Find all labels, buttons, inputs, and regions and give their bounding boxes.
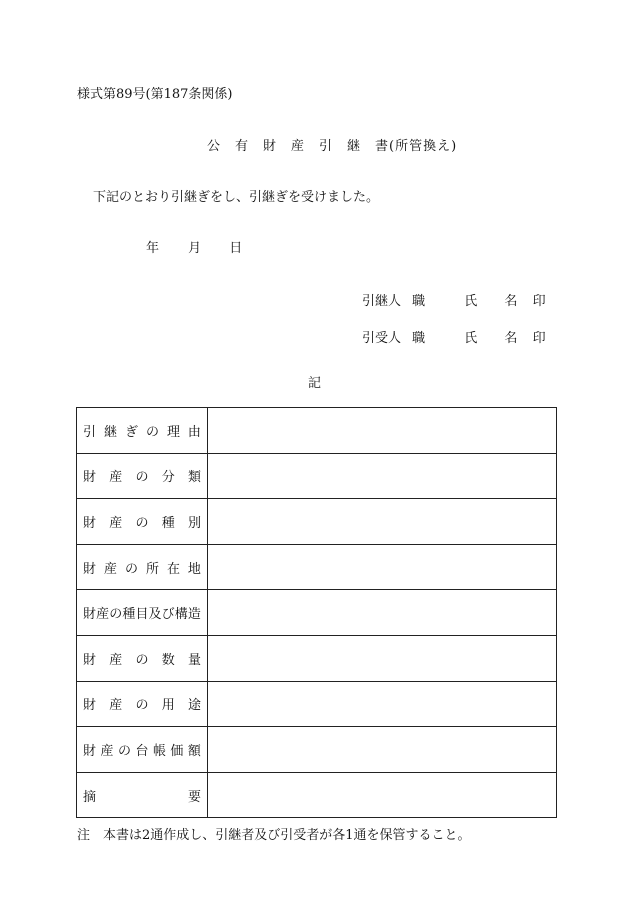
transferor-name-label: 氏 — [464, 294, 478, 309]
form-number: 様式第89号(第187条関係) — [77, 87, 233, 102]
row-label-char: の — [135, 470, 149, 486]
property-table — [76, 407, 557, 818]
row-label-cell — [77, 544, 208, 590]
row-label-cell — [77, 727, 208, 773]
row-label-char: 及 — [148, 607, 162, 623]
table-row — [77, 681, 557, 727]
row-label-char: の — [135, 652, 149, 668]
transferor-seal: 印 — [532, 294, 546, 309]
transferee-name-label2: 名 — [504, 331, 518, 346]
row-label-char: の — [124, 561, 138, 577]
footnote: 注 本書は2通作成し、引継者及び引受者が各1通を保管すること。 — [77, 828, 471, 843]
row-label — [77, 682, 207, 727]
year-label: 年 — [146, 241, 160, 256]
row-label-char: 帳 — [152, 743, 166, 759]
row-label-char: の — [117, 743, 131, 759]
row-label-cell — [77, 681, 208, 727]
row-label-char: の — [109, 607, 123, 623]
row-label-char: 額 — [187, 743, 201, 759]
row-label-char: 用 — [161, 698, 175, 714]
row-label-cell — [77, 635, 208, 681]
row-label — [77, 408, 207, 453]
table-row — [77, 772, 557, 818]
transferee-name-label: 氏 — [464, 331, 478, 346]
row-value-cell[interactable] — [207, 408, 556, 454]
row-label-char: 産 — [100, 743, 114, 759]
transferor-name-label2: 名 — [504, 294, 518, 309]
row-label — [77, 499, 207, 544]
date-line — [146, 237, 242, 256]
row-value-cell[interactable] — [207, 635, 556, 681]
row-label-char: 類 — [187, 470, 201, 486]
table-row — [77, 590, 557, 636]
row-label-char: 財 — [83, 607, 97, 623]
row-label — [77, 590, 207, 635]
row-label-char: の — [135, 515, 149, 531]
row-label-cell — [77, 499, 208, 545]
table-row — [77, 635, 557, 681]
row-label-char: 種 — [122, 607, 136, 623]
row-label — [77, 545, 207, 590]
day-label: 日 — [229, 241, 243, 256]
row-value-cell[interactable] — [207, 727, 556, 773]
row-label-char: 要 — [187, 789, 201, 805]
row-label-char: 継 — [103, 424, 117, 440]
row-label-char: 産 — [109, 470, 123, 486]
row-value-cell[interactable] — [207, 681, 556, 727]
row-label-char: 台 — [135, 743, 149, 759]
row-label-char: の — [145, 424, 159, 440]
row-label-char: 在 — [166, 561, 180, 577]
row-label-char: び — [161, 607, 175, 623]
document-title: 公 有 財 産 引 継 書(所管換え) — [207, 139, 458, 154]
row-label-char: 理 — [166, 424, 180, 440]
row-label-char: の — [135, 698, 149, 714]
row-label-char: 種 — [161, 515, 175, 531]
row-label — [77, 727, 207, 772]
row-label-char: 地 — [187, 561, 201, 577]
row-label-char: 分 — [161, 470, 175, 486]
row-label-char: 摘 — [83, 789, 97, 805]
row-label-char: 造 — [187, 607, 201, 623]
row-label-char: 財 — [83, 515, 97, 531]
row-label-char: 所 — [145, 561, 159, 577]
row-label-char: 目 — [135, 607, 149, 623]
row-label-char: 産 — [109, 652, 123, 668]
row-label-char: 財 — [83, 743, 97, 759]
row-label-char: 途 — [187, 698, 201, 714]
row-value-cell[interactable] — [207, 772, 556, 818]
row-label-char: 産 — [109, 515, 123, 531]
table-row — [77, 727, 557, 773]
table-row — [77, 544, 557, 590]
row-value-cell[interactable] — [207, 499, 556, 545]
row-label-char: 産 — [103, 561, 117, 577]
row-label-char: 量 — [187, 652, 201, 668]
row-label-char: 由 — [187, 424, 201, 440]
row-label-char: 産 — [109, 698, 123, 714]
row-label-char: 別 — [187, 515, 201, 531]
row-label-char: 財 — [83, 698, 97, 714]
transferee-line — [362, 327, 546, 346]
table-row — [77, 408, 557, 454]
row-label — [77, 773, 207, 818]
row-label-cell — [77, 408, 208, 454]
transferee-role: 引受人 — [362, 331, 402, 346]
row-label — [77, 454, 207, 499]
body-text: 下記のとおり引継ぎをし、引継ぎを受けました。 — [93, 190, 380, 205]
row-label-cell — [77, 772, 208, 818]
transferor-role: 引継人 — [362, 294, 402, 309]
transferee-seal: 印 — [532, 331, 546, 346]
ki-heading: 記 — [308, 376, 322, 391]
row-label-cell — [77, 453, 208, 499]
transferee-post: 職 — [412, 331, 426, 346]
row-label-cell — [77, 590, 208, 636]
row-value-cell[interactable] — [207, 544, 556, 590]
row-label-char: 産 — [96, 607, 110, 623]
row-label-char: 構 — [174, 607, 188, 623]
row-label-char: 財 — [83, 561, 97, 577]
transferor-post: 職 — [412, 294, 426, 309]
transferor-line — [362, 290, 546, 309]
table-row — [77, 499, 557, 545]
row-label-char: 財 — [83, 652, 97, 668]
month-label: 月 — [188, 241, 202, 256]
row-value-cell[interactable] — [207, 590, 556, 636]
row-label-char: 引 — [83, 424, 97, 440]
row-label-char: 数 — [161, 652, 175, 668]
row-value-cell[interactable] — [207, 453, 556, 499]
row-label — [77, 636, 207, 681]
row-label-char: ぎ — [124, 424, 138, 440]
row-label-char: 価 — [170, 743, 184, 759]
table-row — [77, 453, 557, 499]
row-label-char: 財 — [83, 470, 97, 486]
